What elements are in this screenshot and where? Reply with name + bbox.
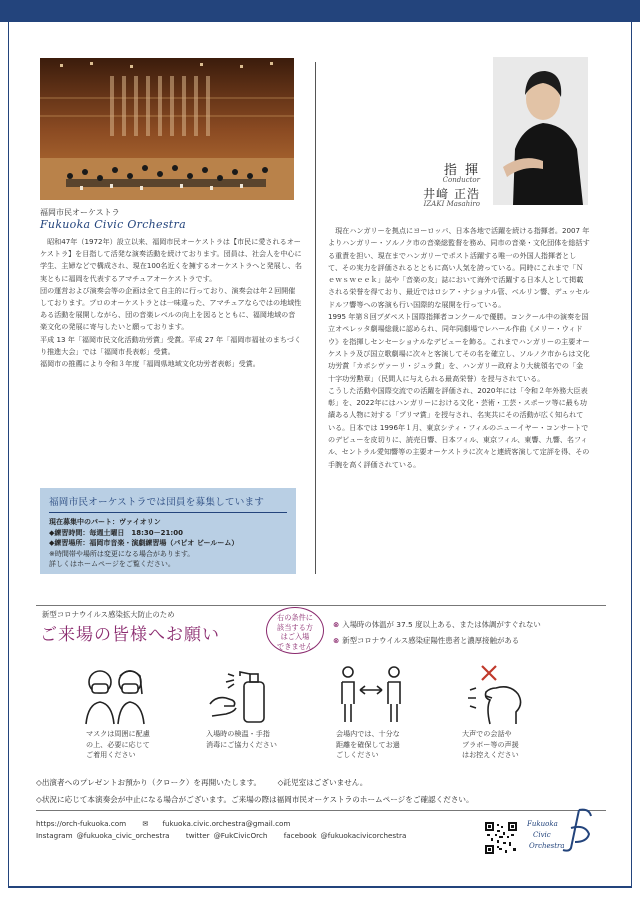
caption-line: 会場内では、十分な [336,729,400,738]
caption-line: ブラボー等の声援 [462,739,519,749]
instagram-handle[interactable]: @fukuoka_civic_orchestra [76,830,170,840]
logo-word: Civic [533,831,551,839]
condition-text: 入場時の体温が 37.5 度以上ある、または体調がすぐれない [342,620,541,629]
caption-line: 消毒にご協力ください [206,739,277,749]
conductor-photo [493,57,588,205]
right-border [631,22,632,888]
condition-item [333,617,541,633]
website-link[interactable]: https://orch-fukuoka.com [36,819,127,828]
section-divider [36,605,606,606]
conductor-role-ja: 指 揮 [443,163,480,178]
cross-circle-icon: ⊗ [333,620,340,629]
notice-cancellation: ◇状況に応じて本演奏会が中止になる場合がございます。ご来場の際は福岡市民オーケストラのホームページをご確認ください。 [36,795,474,805]
recruitment-line: ◆練習場所：福岡市音楽・演劇練習場（パピオ ビールーム） [49,539,239,548]
request-caption [206,729,277,750]
orchestra-paragraph: 団の運営および演奏会等の企画は全て自主的に行っており、演奏会は年２回開催しております。プロのオーケストラとは一味違った、アマチュアならではの地域性ある活動を展開しながら、団の音楽レベルの向上を図るとともに、福岡地域の音楽文化の発展に寄与したいと願っております。 [40,285,302,332]
conductor-biography [328,225,590,471]
orchestra-name-en: Fukuoka Civic Orchestra [40,218,186,231]
twitter-label: twitter [185,830,210,840]
covid-subtitle: 新型コロナウイルス感染拡大防止のため [42,610,175,619]
covid-title: ご来場の皆様へお願い [40,625,220,645]
biography-paragraph: こうした活動や国際交流での活躍を評価され、2020年には「令和２年外務大臣表彰」を、2022年にはハンガリーにおける文化・芸術・工芸・スポーツ等に最も功績ある人物に対する「プリマ賞」を授与され、名実共にその活動が広く知られている。日本では 1996年１月、東京シティ・フィルのニューイヤー・コンサートでのデビューを皮切りに、読売日響、日本フィル、東京フィル、東響、九響、名フィル、セントラル愛知響等の主要オーケストラに次々と連続客演して定評を得、その手腕を高く評価されている。 [328,385,590,469]
caption-line: の上、必要に応じて [86,739,150,749]
facebook-label: facebook [283,830,317,840]
recruitment-line: ※時間帯や場所は変更になる場合があります。 [49,549,195,558]
recruitment-title: 福岡市民オーケストラでは団員を募集しています [49,494,287,513]
footer-divider [36,810,606,811]
conductor-role-en: Conductor [442,176,480,184]
condition-item [333,633,541,649]
orchestra-paragraph: 福岡市の推薦により令和３年度「福岡県地域文化功労者表彰」受賞。 [40,359,260,369]
condition-text: 新型コロナウイルス感染症陽性患者と濃厚接触がある [342,636,520,645]
caption-line: 大声での会話や [462,729,512,738]
bottom-border [8,886,632,888]
orchestra-name-ja: 福岡市民オーケストラ [40,208,120,217]
caption-line: 入場時の検温・手指 [206,729,270,738]
orchestra-logo [527,806,597,854]
request-caption [336,729,400,761]
distance-icon [336,660,406,730]
facebook-handle[interactable]: @fukuokacivicorchestra [320,830,407,840]
recruitment-line: 現在募集中のパート：ヴァイオリン [49,518,161,526]
notice-row [36,774,616,791]
biography-paragraph: 1995 年第８回ブダペスト国際指揮者コンクールで優勝。コンクール中の演奏を国立オペレッタ劇場総裁に認められ、同年同劇場でレハール作曲《メリー・ウィドウ》を指揮しセンセーショナルなデビューを飾る。これまでハンガリーの主要オーケストラ及び国立歌劇場に次々と客演してその名を確立し、ソルノク市からは文化功労賞「カポシヴァーリ・ジュラ賞」を、ハンガリー政府より大統領名での「金十字功労勲章」（民間人に与えられる最高栄誉）を授与されている。 [328,312,590,383]
conductor-name-ja: 井﨑 正浩 [423,187,480,201]
request-caption [86,729,150,761]
cross-circle-icon: ⊗ [333,636,340,645]
orchestra-paragraph: 平成 13 年「福岡市民文化活動功労賞」受賞。平成 27 年「福岡市福祉のまちづくり推進大会」では「福岡市長表彰」受賞。 [40,334,302,356]
orchestra-photo [40,58,294,200]
column-divider [315,62,316,574]
recruitment-box [40,488,296,574]
recruitment-line: 詳しくはホームページをご覧ください。 [49,560,175,569]
no-talking-icon [460,660,530,730]
twitter-handle[interactable]: @FukCivicOrch [213,830,268,840]
notice-nursery: ◇託児室はございません。 [277,778,368,787]
entry-condition-bubble [266,607,324,654]
request-caption [462,729,519,761]
bubble-line: 該当する方 [277,622,313,632]
caption-line: はお控えください [462,750,519,760]
left-border [8,22,9,888]
top-color-bar [0,0,640,22]
conductor-name-en: IZAKI Masahiro [423,200,480,208]
instagram-label: Instagram [36,830,73,840]
caption-line: マスクは周囲に配慮 [86,729,150,738]
orchestra-paragraph: 昭和47年（1972年）設立以来、福岡市民オーケストラは【市民に愛されるオーケストラ】を目指して活発な演奏活動を続けております。団員は、社会人を中心に学生、主婦などで構成され、現在100名近くを擁するオーケストラへと発展し、名実ともに福岡を代表するアマチュアオーケストラです。 [40,237,302,283]
entry-conditions [333,617,541,649]
logo-word: Orchestra [529,842,565,850]
biography-paragraph: 現在ハンガリーを拠点にヨーロッパ、日本各地で活躍を続ける指揮者。2007 年よりハンガリー・ソルノク市の音楽総監督を務め、同市の音楽・文化団体を総括する重責を担い、現在までハンガリーでポスト活躍する唯一の外国人指揮者として、その実力を評価されるとともに高い人気を誇っている。同時にこれまで「Ｎｅｗｓｗｅｅｋ」誌や「音楽の友」誌において海外で活躍する日本人として掲載される栄誉を得ており、最近ではロシア・ナショナル管、ベルリン響、デュッセルドルフ響等への客演も行い国際的な展開を行っている。 [328,226,590,309]
mask-icon [82,660,152,730]
bubble-line: できません [277,641,313,651]
notice-cloak: ◇出演者へのプレゼントお預かり（クローク）を再開いたします。 [36,778,262,787]
contact-footer [36,818,420,841]
qr-code[interactable] [485,822,517,854]
recruitment-line: ◆練習時間：毎週土曜日 18:30－21:00 [49,528,183,537]
notices [36,774,616,809]
orchestra-description [40,236,302,370]
bubble-line: 右の条件に [277,613,313,622]
mail-icon: ✉ [142,819,149,828]
logo-word: Fukuoka [527,820,558,828]
bubble-line: はご入場 [280,632,310,642]
email-link[interactable]: fukuoka.civic.orchestra@gmail.com [162,819,291,828]
sanitizer-icon [206,660,276,730]
caption-line: ご着用ください [86,750,136,760]
caption-line: 距離を確保してお過 [336,739,400,749]
caption-line: ごしください [336,750,379,760]
